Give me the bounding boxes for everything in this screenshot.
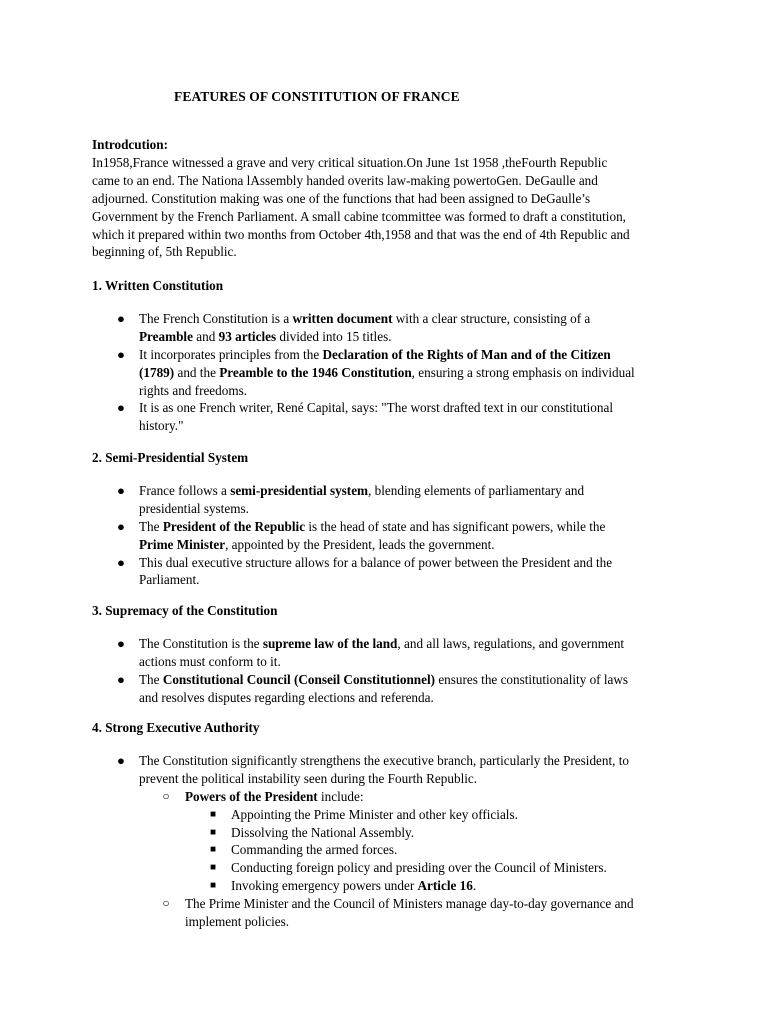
- list-item: [92, 752, 682, 788]
- text-run: prevent the political instability seen during the Fourth Republic.: [139, 770, 478, 786]
- text-run: Parliament.: [139, 572, 200, 588]
- bullet-marker: ●: [117, 554, 125, 570]
- text-run: and: [192, 328, 219, 344]
- text-run: This dual executive structure allows for a balance of power between the President and the: [139, 554, 613, 570]
- text-run: Invoking emergency powers under: [231, 878, 418, 894]
- bullet-marker: ●: [117, 671, 125, 687]
- text-run: The: [139, 671, 163, 687]
- sub-list: [92, 806, 682, 896]
- list-item: [92, 554, 682, 590]
- text-run: rights and freedoms.: [139, 382, 248, 398]
- list-item: [92, 310, 682, 346]
- text-line: [139, 770, 682, 788]
- bullet-marker: ■: [209, 862, 217, 874]
- text-line: [139, 671, 682, 689]
- list-item: [92, 482, 682, 518]
- bullet-marker: ●: [117, 518, 125, 534]
- bold-text: (1789): [139, 364, 175, 380]
- section-supremacy-of-constitution: [92, 602, 682, 707]
- text-line: [139, 482, 682, 500]
- text-run: France follows a: [139, 482, 231, 498]
- intro-line: In1958,France witnessed a grave and very critical situation.On June 1st 1958 ,theFourth Republic: [92, 154, 608, 170]
- text-line: [139, 518, 682, 536]
- bold-text: Preamble to the 1946 Constitution: [219, 364, 412, 380]
- section-heading: 1. Written Constitution: [92, 278, 224, 293]
- bold-text: Preamble: [139, 328, 193, 344]
- bullet-list-level-1: [92, 752, 682, 931]
- section-heading: 2. Semi-Presidential System: [92, 450, 249, 465]
- bullet-list-level-2: [92, 788, 682, 931]
- text-line: [231, 806, 682, 824]
- text-run: Dissolving the National Assembly.: [231, 824, 415, 840]
- section-heading: 4. Strong Executive Authority: [92, 720, 260, 735]
- text-run: It incorporates principles from the: [139, 346, 323, 362]
- introduction: [92, 136, 682, 261]
- text-run: The French Constitution is a: [139, 310, 293, 326]
- bold-text: semi-presidential system: [230, 482, 369, 498]
- text-run: It is as one French writer, René Capital, says: "The worst drafted text in our constitutional: [139, 400, 613, 416]
- text-run: Conducting foreign policy and presiding over the Council of Ministers.: [231, 860, 607, 876]
- text-line: [185, 788, 682, 806]
- bullet-marker: ●: [117, 635, 125, 651]
- text-line: [139, 635, 682, 653]
- text-run: , blending elements of parliamentary and: [368, 482, 585, 498]
- text-line: [139, 536, 682, 554]
- text-run: history.": [139, 418, 184, 434]
- bold-text: Constitutional Council (Conseil Constitutionnel): [162, 671, 436, 687]
- bullet-list-level-1: [92, 635, 682, 707]
- bullet-marker: ○: [162, 788, 170, 803]
- list-item: [92, 841, 682, 859]
- text-run: include:: [317, 788, 364, 804]
- intro-line: came to an end. The Nationa lAssembly handed overits law-making powertoGen. DeGaulle and: [92, 172, 598, 188]
- bullet-marker: ■: [209, 880, 217, 892]
- text-line: [139, 346, 682, 364]
- text-line: [139, 328, 682, 346]
- document-title: FEATURES OF CONSTITUTION OF FRANCE: [174, 89, 460, 104]
- text-run: , appointed by the President, leads the government.: [225, 536, 495, 552]
- text-line: [185, 895, 682, 913]
- bold-text: Declaration of the Rights of Man and of the Citizen: [322, 346, 611, 362]
- list-item: [92, 399, 682, 435]
- list-item: [92, 346, 682, 400]
- text-line: [139, 417, 682, 435]
- section-heading: 3. Supremacy of the Constitution: [92, 603, 278, 618]
- bullet-marker: ●: [117, 752, 125, 768]
- text-line: [139, 689, 682, 707]
- intro-line: adjourned. Constitution making was one of the functions that had been assigned to DeGaulle’s: [92, 190, 591, 206]
- text-run: and resolves disputes regarding elections and referenda.: [139, 689, 434, 705]
- bullet-list-level-1: [92, 310, 682, 435]
- text-line: [139, 571, 682, 589]
- text-line: [139, 382, 682, 400]
- list-item: [92, 877, 682, 895]
- text-run: divided into 15 titles.: [276, 328, 392, 344]
- section-written-constitution: [92, 277, 682, 435]
- text-run: , ensuring a strong emphasis on individual: [411, 364, 635, 380]
- intro-line: Government by the French Parliament. A small cabine tcommittee was formed to draft a constitution,: [92, 208, 626, 224]
- bullet-marker: ■: [209, 844, 217, 856]
- bold-text: Prime Minister: [139, 536, 226, 552]
- bold-text: Powers of the President: [185, 788, 318, 804]
- text-run: The: [139, 518, 163, 534]
- text-line: [231, 859, 682, 877]
- intro-heading: Introdcution:: [92, 137, 168, 152]
- bullet-marker: ■: [209, 808, 217, 820]
- text-run: actions must conform to it.: [139, 653, 281, 669]
- section-semi-presidential-system: [92, 449, 682, 589]
- list-item: [92, 671, 682, 707]
- text-line: [185, 913, 682, 931]
- list-item: [92, 824, 682, 842]
- bullet-marker: ●: [117, 310, 125, 326]
- bullet-marker: ●: [117, 400, 125, 416]
- text-run: , and all laws, regulations, and government: [397, 635, 625, 651]
- text-line: [139, 500, 682, 518]
- list-item: [92, 788, 682, 806]
- bold-text: Article 16: [417, 878, 473, 894]
- bold-text: 93 articles: [218, 328, 277, 344]
- bold-text: President of the Republic: [162, 518, 306, 534]
- text-run: implement policies.: [185, 914, 290, 930]
- text-run: The Constitution is the: [139, 635, 263, 651]
- text-run: ensures the constitutionality of laws: [435, 671, 629, 687]
- text-run: with a clear structure, consisting of a: [392, 310, 591, 326]
- text-line: [231, 877, 682, 895]
- text-line: [231, 841, 682, 859]
- intro-line: which it prepared within two months from October 4th,1958 and that was the end of 4th Republic and: [92, 226, 630, 242]
- text-run: presidential systems.: [139, 500, 249, 516]
- bullet-marker: ●: [117, 482, 125, 498]
- section-strong-executive-authority: [92, 719, 682, 931]
- list-item: [92, 518, 682, 554]
- bullet-marker: ●: [117, 346, 125, 362]
- text-run: is the head of state and has significant powers, while the: [305, 518, 606, 534]
- text-line: [139, 653, 682, 671]
- text-run: and the: [174, 364, 220, 380]
- list-item: [92, 859, 682, 877]
- bullet-list-level-3: [92, 806, 682, 896]
- bullet-marker: ○: [162, 896, 170, 911]
- list-item: [92, 895, 682, 931]
- intro-paragraph: [92, 154, 682, 261]
- text-line: [139, 752, 682, 770]
- text-run: The Constitution significantly strengthens the executive branch, particularly the President, to: [139, 752, 630, 768]
- bold-text: written document: [292, 310, 393, 326]
- text-line: [231, 824, 682, 842]
- bold-text: supreme law of the land: [262, 635, 398, 651]
- text-run: .: [472, 878, 477, 894]
- bullet-list-level-1: [92, 482, 682, 589]
- text-run: Commanding the armed forces.: [231, 842, 398, 858]
- text-line: [139, 554, 682, 572]
- list-item: [92, 806, 682, 824]
- intro-line: beginning of, 5th Republic.: [92, 244, 237, 260]
- list-item: [92, 635, 682, 671]
- text-line: [139, 399, 682, 417]
- text-line: [139, 364, 682, 382]
- text-line: [139, 310, 682, 328]
- bullet-marker: ■: [209, 826, 217, 838]
- text-run: Appointing the Prime Minister and other key officials.: [231, 806, 518, 822]
- text-run: The Prime Minister and the Council of Ministers manage day-to-day governance and: [185, 896, 634, 912]
- sub-list: [92, 788, 682, 931]
